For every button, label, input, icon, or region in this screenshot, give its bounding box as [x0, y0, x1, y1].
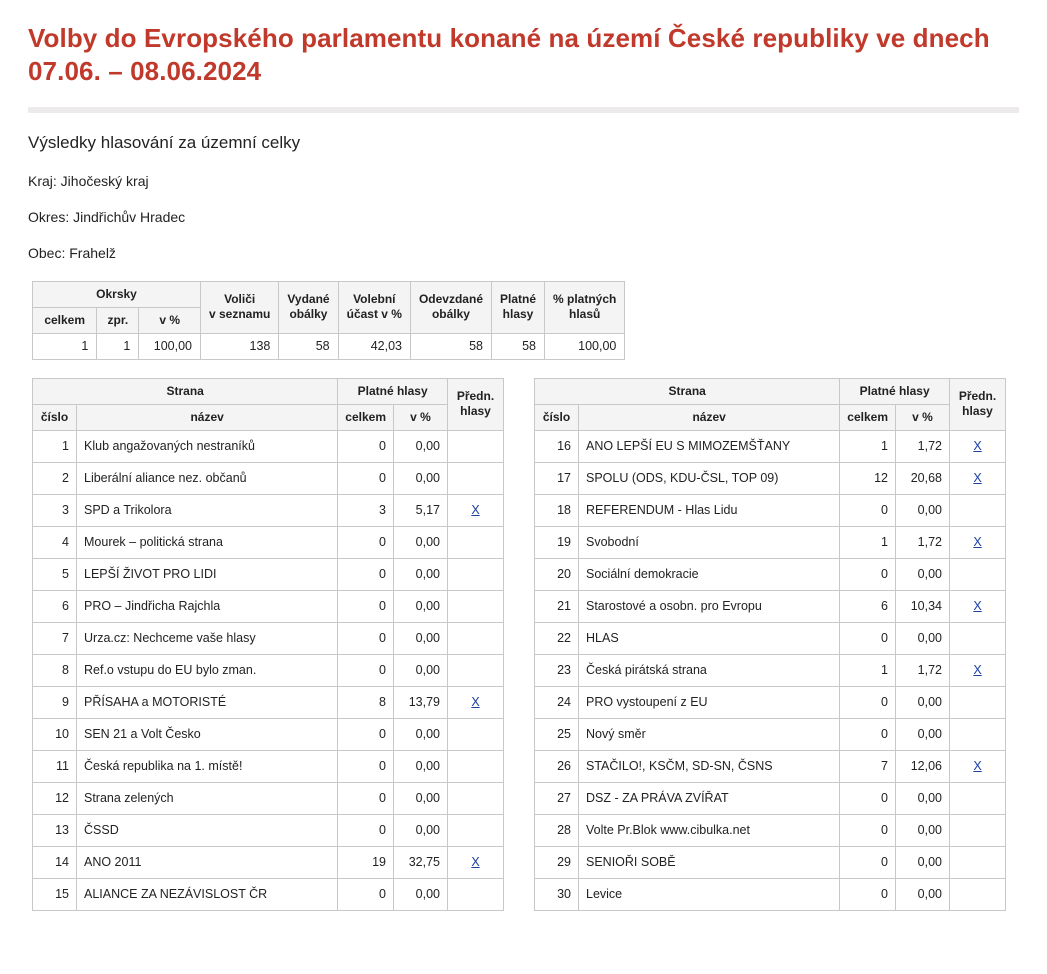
summary-header-okrsky-celkem: celkem [33, 307, 97, 333]
preferential-votes-cell [448, 622, 504, 654]
party-header-row-2 [33, 404, 504, 430]
table-row [33, 878, 504, 910]
preferential-votes-cell [448, 526, 504, 558]
party-header-row-1 [33, 378, 504, 404]
party-number: 5 [33, 558, 77, 590]
party-number: 4 [33, 526, 77, 558]
table-row [535, 750, 1006, 782]
party-name: Klub angažovaných nestraníků [77, 430, 338, 462]
party-votes-percent: 13,79 [394, 686, 448, 718]
party-votes-percent: 0,00 [896, 782, 950, 814]
table-row [535, 558, 1006, 590]
summary-header-volici-line2: v seznamu [209, 307, 271, 322]
party-votes-total: 12 [840, 462, 896, 494]
party-number: 24 [535, 686, 579, 718]
party-number: 22 [535, 622, 579, 654]
party-votes-percent: 12,06 [896, 750, 950, 782]
preferential-votes-cell [950, 878, 1006, 910]
summary-header-platnych-line2: hlasů [569, 307, 601, 322]
party-header-v-pct: v % [394, 404, 448, 430]
party-table-right-body [535, 430, 1006, 910]
party-name: SPOLU (ODS, KDU-ČSL, TOP 09) [579, 462, 840, 494]
summary-header-okrsky-zpr: zpr. [97, 307, 139, 333]
summary-table [32, 281, 625, 360]
party-votes-percent: 20,68 [896, 462, 950, 494]
party-name: ANO 2011 [77, 846, 338, 878]
party-name: Česká pirátská strana [579, 654, 840, 686]
party-votes-percent: 0,00 [394, 558, 448, 590]
party-name: ČSSD [77, 814, 338, 846]
party-votes-total: 0 [338, 590, 394, 622]
party-votes-percent: 0,00 [394, 526, 448, 558]
region-kraj: Kraj: Jihočeský kraj [28, 172, 149, 189]
party-number: 17 [535, 462, 579, 494]
summary-header-vydane-line2: obálky [289, 307, 328, 322]
preferential-votes-link[interactable]: X [973, 471, 982, 486]
section-title: Výsledky hlasování za územní celky [28, 132, 301, 152]
party-name: Nový směr [579, 718, 840, 750]
party-votes-total: 1 [840, 430, 896, 462]
table-row [535, 846, 1006, 878]
party-votes-percent: 0,00 [896, 846, 950, 878]
table-row [33, 462, 504, 494]
party-number: 8 [33, 654, 77, 686]
party-votes-total: 0 [840, 622, 896, 654]
party-number: 16 [535, 430, 579, 462]
party-name: PŘÍSAHA a MOTORISTÉ [77, 686, 338, 718]
party-votes-total: 0 [338, 814, 394, 846]
preferential-votes-cell [448, 462, 504, 494]
party-header-strana: Strana [33, 378, 338, 404]
party-number: 1 [33, 430, 77, 462]
table-row [33, 718, 504, 750]
party-header-platne-hlasy: Platné hlasy [338, 378, 448, 404]
party-votes-percent: 1,72 [896, 654, 950, 686]
party-votes-total: 0 [338, 878, 394, 910]
summary-header-platne-line1: Platné [500, 292, 537, 307]
preferential-votes-cell [448, 814, 504, 846]
summary-volici-v-seznamu: 138 [201, 333, 279, 359]
party-votes-total: 0 [840, 558, 896, 590]
preferential-votes-link[interactable]: X [973, 663, 982, 678]
summary-pct-platnych: 100,00 [545, 333, 625, 359]
party-header-strana: Strana [535, 378, 840, 404]
party-name: REFERENDUM - Hlas Lidu [579, 494, 840, 526]
table-row [535, 718, 1006, 750]
party-header-cislo: číslo [535, 404, 579, 430]
preferential-votes-cell[interactable] [448, 686, 504, 718]
region-okres: Okres: Jindřichův Hradec [28, 208, 186, 225]
preferential-votes-link[interactable]: X [471, 695, 480, 710]
party-votes-percent: 0,00 [394, 622, 448, 654]
party-number: 29 [535, 846, 579, 878]
party-votes-total: 0 [338, 526, 394, 558]
preferential-votes-cell[interactable] [950, 654, 1006, 686]
party-header-predn-hlasy [950, 378, 1006, 430]
summary-vydane-obalky: 58 [279, 333, 338, 359]
party-table-left [32, 378, 504, 911]
party-votes-total: 0 [338, 718, 394, 750]
party-number: 23 [535, 654, 579, 686]
preferential-votes-cell [950, 814, 1006, 846]
party-name: Česká republika na 1. místě! [77, 750, 338, 782]
party-number: 28 [535, 814, 579, 846]
summary-header-row-1 [33, 281, 625, 307]
party-name: HLAS [579, 622, 840, 654]
party-votes-total: 0 [338, 654, 394, 686]
party-votes-total: 0 [338, 430, 394, 462]
party-name: SEN 21 a Volt Česko [77, 718, 338, 750]
party-name: Ref.o vstupu do EU bylo zman. [77, 654, 338, 686]
party-name: LEPŠÍ ŽIVOT PRO LIDI [77, 558, 338, 590]
preferential-votes-cell [950, 686, 1006, 718]
party-header-predn-line2: hlasy [962, 404, 993, 419]
party-votes-percent: 0,00 [394, 750, 448, 782]
party-number: 18 [535, 494, 579, 526]
party-name: Sociální demokracie [579, 558, 840, 590]
preferential-votes-link[interactable]: X [973, 759, 982, 774]
preferential-votes-cell [448, 718, 504, 750]
party-table-left-body [33, 430, 504, 910]
party-header-row-1 [535, 378, 1006, 404]
party-votes-total: 19 [338, 846, 394, 878]
party-name: PRO vystoupení z EU [579, 686, 840, 718]
summary-header-volici-line1: Voliči [224, 292, 256, 307]
preferential-votes-link[interactable]: X [973, 535, 982, 550]
party-name: Volte Pr.Blok www.cibulka.net [579, 814, 840, 846]
preferential-votes-cell [448, 590, 504, 622]
party-votes-total: 0 [338, 622, 394, 654]
party-number: 26 [535, 750, 579, 782]
party-votes-percent: 1,72 [896, 526, 950, 558]
party-header-nazev: název [77, 404, 338, 430]
party-header-nazev: název [579, 404, 840, 430]
party-votes-total: 8 [338, 686, 394, 718]
summary-header-ucast-line2: účast v % [346, 307, 402, 322]
party-votes-total: 1 [840, 526, 896, 558]
party-number: 19 [535, 526, 579, 558]
party-votes-percent: 5,17 [394, 494, 448, 526]
preferential-votes-cell [950, 782, 1006, 814]
party-header-celkem: celkem [338, 404, 394, 430]
table-row [33, 430, 504, 462]
preferential-votes-cell [448, 750, 504, 782]
party-name: Svobodní [579, 526, 840, 558]
summary-okrsky-celkem: 1 [33, 333, 97, 359]
summary-volebni-ucast: 42,03 [338, 333, 410, 359]
table-row [33, 622, 504, 654]
summary-header-vydane-line1: Vydané [287, 292, 330, 307]
summary-header-odevzdane-line2: obálky [431, 307, 470, 322]
summary-okrsky-zpr: 1 [97, 333, 139, 359]
preferential-votes-cell[interactable] [950, 526, 1006, 558]
party-header-predn-hlasy [448, 378, 504, 430]
party-header-platne-hlasy: Platné hlasy [840, 378, 950, 404]
page-title: Volby do Evropského parlamentu konané na území České republiky ve dnech 07.06. – 08.06.2024 [28, 23, 990, 87]
party-votes-percent: 0,00 [896, 878, 950, 910]
table-row [33, 686, 504, 718]
party-votes-total: 0 [840, 686, 896, 718]
title-divider [28, 107, 1019, 113]
summary-platne-hlasy: 58 [492, 333, 545, 359]
preferential-votes-cell[interactable] [950, 590, 1006, 622]
preferential-votes-link[interactable]: X [471, 855, 480, 870]
party-header-predn-line1: Předn. [456, 389, 495, 404]
table-row [535, 686, 1006, 718]
party-number: 30 [535, 878, 579, 910]
summary-odevzdane-obalky: 58 [410, 333, 491, 359]
summary-header-odevzdane [410, 281, 491, 333]
preferential-votes-cell[interactable] [950, 430, 1006, 462]
party-votes-total: 3 [338, 494, 394, 526]
party-votes-percent: 0,00 [896, 686, 950, 718]
table-row [535, 590, 1006, 622]
party-number: 25 [535, 718, 579, 750]
party-number: 9 [33, 686, 77, 718]
party-votes-percent: 0,00 [394, 718, 448, 750]
party-number: 10 [33, 718, 77, 750]
party-table-right [534, 378, 1006, 911]
table-row [535, 622, 1006, 654]
party-name: ANO LEPŠÍ EU S MIMOZEMŠŤANY [579, 430, 840, 462]
table-row [33, 846, 504, 878]
summary-header-platne-line2: hlasy [502, 307, 534, 322]
summary-header-ucast-line1: Volební [353, 292, 396, 307]
region-obec: Obec: Frahelž [28, 244, 116, 261]
party-votes-total: 0 [840, 782, 896, 814]
preferential-votes-cell [448, 654, 504, 686]
party-votes-percent: 0,00 [394, 654, 448, 686]
party-votes-percent: 0,00 [394, 814, 448, 846]
table-row [33, 590, 504, 622]
party-name: PRO – Jindřicha Rajchla [77, 590, 338, 622]
party-number: 14 [33, 846, 77, 878]
preferential-votes-cell[interactable] [448, 494, 504, 526]
party-name: Starostové a osobn. pro Evropu [579, 590, 840, 622]
preferential-votes-cell [950, 622, 1006, 654]
party-number: 7 [33, 622, 77, 654]
party-name: SENIOŘI SOBĚ [579, 846, 840, 878]
party-name: STAČILO!, KSČM, SD-SN, ČSNS [579, 750, 840, 782]
party-votes-percent: 0,00 [896, 558, 950, 590]
table-row [535, 782, 1006, 814]
table-row [33, 654, 504, 686]
party-votes-total: 1 [840, 654, 896, 686]
party-header-celkem: celkem [840, 404, 896, 430]
party-votes-total: 0 [840, 718, 896, 750]
party-name: SPD a Trikolora [77, 494, 338, 526]
party-name: Liberální aliance nez. občanů [77, 462, 338, 494]
table-row [33, 782, 504, 814]
preferential-votes-cell[interactable] [950, 750, 1006, 782]
party-name: ALIANCE ZA NEZÁVISLOST ČR [77, 878, 338, 910]
party-votes-total: 0 [840, 878, 896, 910]
preferential-votes-cell[interactable] [950, 462, 1006, 494]
party-votes-percent: 0,00 [896, 622, 950, 654]
preferential-votes-cell [448, 430, 504, 462]
preferential-votes-cell [448, 878, 504, 910]
party-number: 6 [33, 590, 77, 622]
summary-header-pct-platnych [545, 281, 625, 333]
summary-header-okrsky: Okrsky [33, 281, 201, 307]
party-header-predn-line1: Předn. [958, 389, 997, 404]
party-votes-total: 7 [840, 750, 896, 782]
party-votes-percent: 0,00 [394, 462, 448, 494]
preferential-votes-link[interactable]: X [973, 439, 982, 454]
table-row [33, 750, 504, 782]
party-name: Strana zelených [77, 782, 338, 814]
party-header-v-pct: v % [896, 404, 950, 430]
preferential-votes-cell [950, 846, 1006, 878]
party-votes-total: 0 [338, 558, 394, 590]
table-row [33, 526, 504, 558]
party-votes-percent: 0,00 [394, 878, 448, 910]
party-header-predn-line2: hlasy [460, 404, 491, 419]
summary-header-platnych-line1: % platných [553, 292, 617, 307]
party-number: 13 [33, 814, 77, 846]
table-row [33, 814, 504, 846]
party-votes-percent: 1,72 [896, 430, 950, 462]
preferential-votes-cell[interactable] [448, 846, 504, 878]
table-row [535, 654, 1006, 686]
summary-header-vydane-obalky [279, 281, 338, 333]
summary-header-platne-hlasy [492, 281, 545, 333]
party-votes-total: 6 [840, 590, 896, 622]
party-votes-total: 0 [840, 814, 896, 846]
summary-okrsky-pct: 100,00 [139, 333, 201, 359]
party-votes-total: 0 [338, 462, 394, 494]
party-tables-wrapper [32, 378, 1019, 911]
preferential-votes-cell [448, 782, 504, 814]
summary-header-volici [201, 281, 279, 333]
summary-data-row [33, 333, 625, 359]
party-votes-percent: 0,00 [394, 590, 448, 622]
party-votes-total: 0 [338, 782, 394, 814]
party-votes-percent: 0,00 [896, 494, 950, 526]
summary-header-ucast [338, 281, 410, 333]
party-votes-percent: 0,00 [394, 782, 448, 814]
table-row [535, 494, 1006, 526]
party-name: Urza.cz: Nechceme vaše hlasy [77, 622, 338, 654]
party-number: 20 [535, 558, 579, 590]
party-votes-percent: 32,75 [394, 846, 448, 878]
table-row [535, 814, 1006, 846]
table-row [535, 462, 1006, 494]
party-number: 21 [535, 590, 579, 622]
party-name: Levice [579, 878, 840, 910]
party-number: 11 [33, 750, 77, 782]
party-number: 27 [535, 782, 579, 814]
party-number: 12 [33, 782, 77, 814]
party-votes-percent: 0,00 [394, 430, 448, 462]
table-row [535, 878, 1006, 910]
party-name: Mourek – politická strana [77, 526, 338, 558]
table-row [535, 526, 1006, 558]
party-header-cislo: číslo [33, 404, 77, 430]
party-number: 2 [33, 462, 77, 494]
preferential-votes-cell [950, 494, 1006, 526]
party-votes-total: 0 [840, 494, 896, 526]
party-number: 3 [33, 494, 77, 526]
party-votes-percent: 0,00 [896, 814, 950, 846]
preferential-votes-cell [448, 558, 504, 590]
party-votes-total: 0 [840, 846, 896, 878]
party-header-row-2 [535, 404, 1006, 430]
table-row [33, 494, 504, 526]
party-votes-percent: 10,34 [896, 590, 950, 622]
party-name: DSZ - ZA PRÁVA ZVÍŘAT [579, 782, 840, 814]
summary-header-odevzdane-line1: Odevzdané [418, 292, 483, 307]
party-votes-total: 0 [338, 750, 394, 782]
preferential-votes-cell [950, 558, 1006, 590]
party-number: 15 [33, 878, 77, 910]
preferential-votes-link[interactable]: X [471, 503, 480, 518]
summary-header-okrsky-pct: v % [139, 307, 201, 333]
preferential-votes-link[interactable]: X [973, 599, 982, 614]
preferential-votes-cell [950, 718, 1006, 750]
table-row [33, 558, 504, 590]
party-votes-percent: 0,00 [896, 718, 950, 750]
table-row [535, 430, 1006, 462]
